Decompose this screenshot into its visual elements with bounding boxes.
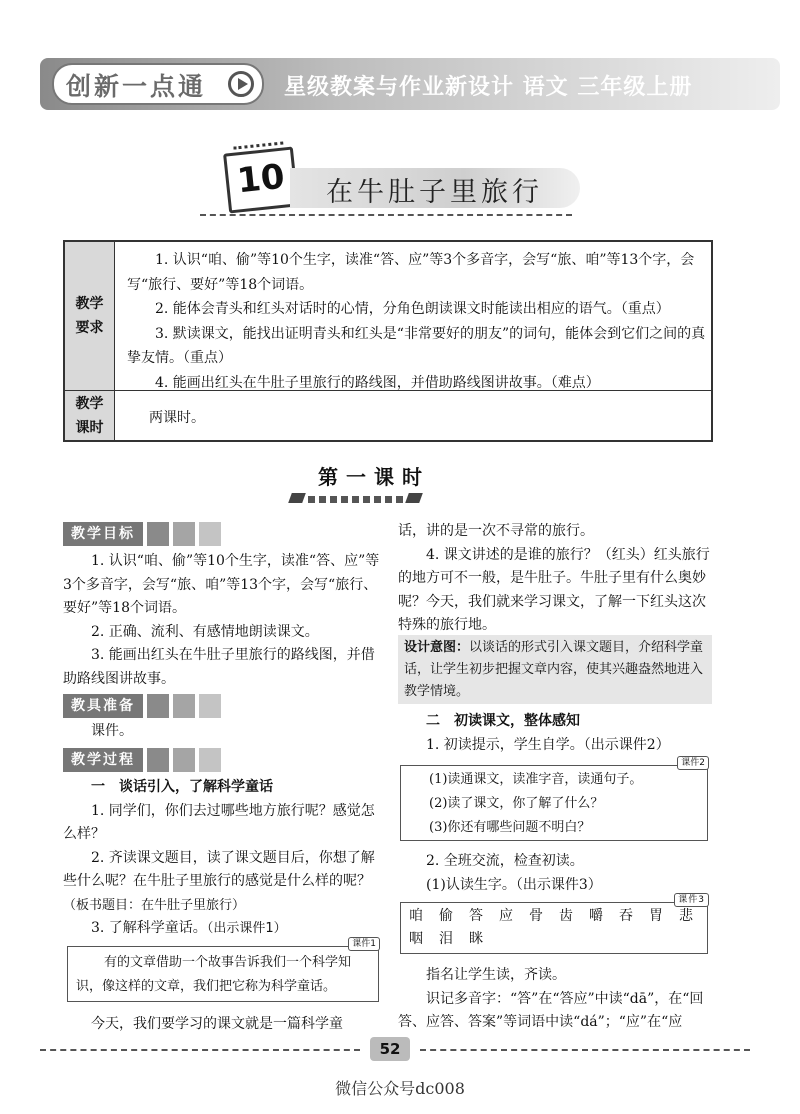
session-title: 第一课时 (318, 465, 430, 489)
section-2 (398, 710, 712, 757)
series-title: 星级教案与作业新设计 语文 三年级上册 (284, 75, 693, 100)
process-steps (63, 776, 381, 941)
goals-tag: 教学目标 (63, 522, 221, 546)
right-intro: 话，讲的是一次不寻常的旅行。 4. 课文讲述的是谁的旅行？（红头）红头旅行的地方可不一般，是牛肚子。牛肚子里有什么奥妙呢？今天，我们就来学习课文，了解一下红头这次特殊的旅行地。 (398, 520, 712, 638)
requirement-item: 1. 认识“咱、偷”等10个生字，读准“答、应”等3个多音字，会写“旅、咱”等13个字，会写“旅行、要好”等18个词语。 (127, 252, 695, 293)
lesson-title: 在牛肚子里旅行 (326, 177, 543, 208)
courseware-1-box: 课件1 有的文章借助一个故事告诉我们一个科学知识，像这样的文章，我们把它称为科学童话。 (67, 946, 379, 1002)
periods-value: 两课时。 (149, 410, 205, 426)
step-item: 2. 全班交流，检查初读。 (426, 853, 584, 869)
requirement-item: 2. 能体会青头和红头对话时的心情，分角色朗读课文时能读出相应的语气。（重点） (155, 301, 670, 318)
section-2-cont (398, 850, 712, 897)
table-header-requirements: 教学要求 (65, 242, 115, 390)
goal-item: 1. 认识“咱、偷”等10个生字，读准“答、应”等3个多音字，会写“旅、咱”等13个字，会写“旅行、要好”等18个词语。 (63, 553, 380, 616)
requirement-item: 4. 能画出红头在牛肚子里旅行的路线图，并借助路线图讲故事。（难点） (155, 374, 600, 391)
page-number: 52 (370, 1037, 410, 1061)
courseware-3-box (400, 895, 709, 954)
step-item: 2. 齐读课文题目，读了课文题目后，你想了解些什么呢？在牛肚子里旅行的感觉是什么样的呢？（板书题目：在牛肚子里旅行） (63, 849, 375, 913)
session-divider (290, 488, 440, 496)
requirements-table (63, 240, 713, 442)
watermark: 微信公众号dc008 (335, 1079, 465, 1098)
divider (200, 214, 572, 216)
step-item: 3. 了解科学童话。（出示课件1） (91, 920, 287, 936)
courseware-badge: 课件2 (677, 756, 709, 770)
prep-tag: 教具准备 (63, 694, 221, 718)
prep-text: 课件。 (91, 723, 133, 739)
courseware-badge: 课件1 (348, 937, 380, 951)
footer-divider-left (40, 1049, 360, 1051)
calendar-icon (223, 147, 299, 214)
courseware-2-box: 课件2 (1)读通课文，读准字音，读通句子。 (2)读了课文，你了解了什么？ (3)你还有哪些问题不明白？ (400, 765, 708, 841)
section-heading: 二 初读课文，整体感知 (426, 713, 580, 729)
courseware-badge: 课件3 (674, 893, 709, 907)
left-tail: 今天，我们要学习的课文就是一篇科学童 (91, 1016, 343, 1032)
process-tag: 教学过程 (63, 748, 221, 772)
lesson-number: 10 (235, 156, 287, 202)
goals-list (63, 550, 381, 691)
table-header-periods: 教学课时 (65, 391, 115, 440)
step-item: 4. 课文讲述的是谁的旅行？（红头）红头旅行的地方可不一般，是牛肚子。牛肚子里有什么奥妙呢？今天，我们就来学习课文，了解一下红头这次特殊的旅行地。 (398, 546, 710, 633)
step-item: (1)认读生字。（出示课件3） (426, 876, 602, 893)
design-intent: 设计意图：以谈话的形式引入课文题目，介绍科学童话，让学生初步把握文章内容，使其兴趣盎然地进入教学情境。 (398, 635, 712, 704)
footer-divider-right (420, 1049, 750, 1051)
play-icon (228, 71, 254, 97)
brand-name: 创新一点通 (66, 72, 207, 101)
step-item: 1. 初读提示，学生自学。（出示课件2） (426, 736, 670, 753)
step-item: 1. 同学们，你们去过哪些地方旅行呢？感觉怎么样？ (63, 802, 375, 842)
requirements-list (127, 248, 707, 396)
goal-item: 3. 能画出红头在牛肚子里旅行的路线图，并借助路线图讲故事。 (63, 647, 375, 687)
character-list: 咱 偷 答 应 骨 齿 嚼 吞 胃 悲 咽 泪 眯 (409, 908, 709, 947)
requirement-item: 3. 默读课文，能找出证明青头和红头是“非常要好的朋友”的词句，能体会到它们之间的真挚友情。（重点） (127, 325, 706, 367)
right-tail: 指名让学生读，齐读。 识记多音字：“答”在“答应”中读“dā”，在“回答、应答、答案”等词语中读“dá”；“应”在“应 (398, 967, 704, 1030)
goal-item: 2. 正确、流利、有感情地朗读课文。 (91, 623, 319, 640)
section-heading: 一 谈话引入，了解科学童话 (91, 779, 273, 795)
